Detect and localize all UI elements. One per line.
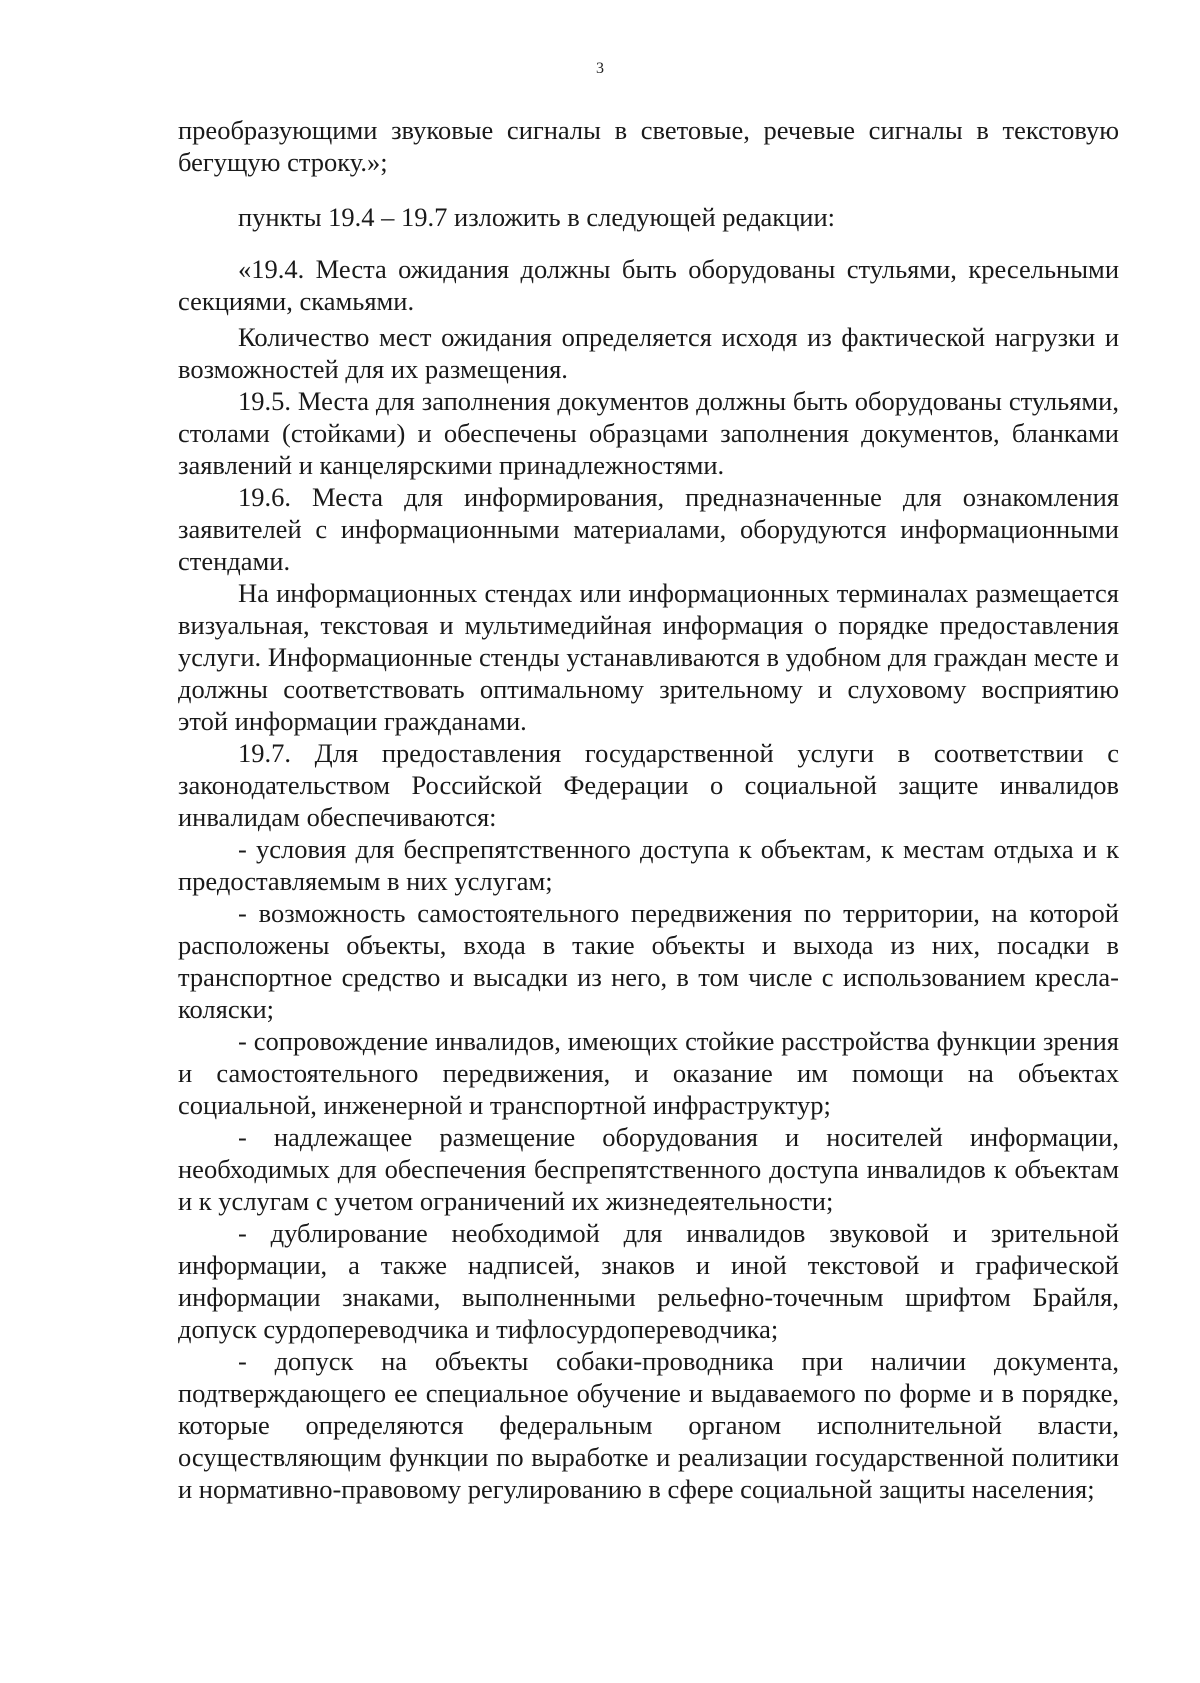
- list-item-equipment-placement: - надлежащее размещение оборудования и носителей информации, необходимых для обеспечения беспрепятственного доступа инвалидов к объектам и к услугам с учетом ограничений их жизнедеятельности;: [178, 1122, 1119, 1216]
- list-item-movement: - возможность самостоятельного передвижения по территории, на которой расположены объекты, входа в такие объекты и выхода из них, посадки в транспортное средство и высадки из него, в том числе с использованием кресла- коляски;: [178, 898, 1119, 1024]
- paragraph-19-6: 19.6. Места для информирования, предназначенные для ознакомления заявителей с информационными материалами, оборудуются информационными стендами.: [178, 482, 1119, 576]
- list-item-guide-dog: - допуск на объекты собаки-проводника при наличии документа, подтверждающего ее специальное обучение и выдаваемого по форме и в порядке, которые определяются федеральным органом исполнительной власти, осуществляющим функции по выработке и реализации государственной политики и нормативно-правовому регулированию в сфере социальной защиты населения;: [178, 1346, 1119, 1504]
- document-body: [178, 114, 1119, 1505]
- list-item-information-duplication: - дублирование необходимой для инвалидов звуковой и зрительной информации, а также надписей, знаков и иной текстовой и графической информации знаками, выполненными рельефно-точечным шрифтом Брайля, допуск сурдопереводчика и тифлосурдопереводчика;: [178, 1218, 1119, 1344]
- page-number: 3: [596, 60, 604, 77]
- paragraph-continuation: преобразующими звуковые сигналы в световые, речевые сигналы в текстовую бегущую строку.»;: [178, 115, 1119, 177]
- paragraph-info-stands: На информационных стендах или информационных терминалах размещается визуальная, текстовая и мультимедийная информация о порядке предоставления услуги. Информационные стенды устанавливаются в удобном для граждан месте и должны соответствовать оптимальному зрительному и слуховому восприятию этой информации гражданами.: [178, 578, 1119, 736]
- paragraph-19-4: «19.4. Места ожидания должны быть оборудованы стульями, кресельными секциями, скамьями.: [178, 254, 1119, 316]
- paragraph-waiting-places-count: Количество мест ожидания определяется исходя из фактической нагрузки и возможностей для их размещения.: [178, 322, 1119, 384]
- paragraph-19-7: 19.7. Для предоставления государственной услуги в соответствии с законодательством Российской Федерации о социальной защите инвалидов инвалидам обеспечиваются:: [178, 738, 1119, 832]
- list-item-accompaniment: - сопровождение инвалидов, имеющих стойкие расстройства функции зрения и самостоятельного передвижения, и оказание им помощи на объектах социальной, инженерной и транспортной инфраструктур;: [178, 1026, 1119, 1120]
- paragraph-19-5: 19.5. Места для заполнения документов должны быть оборудованы стульями, столами (стойками) и обеспечены образцами заполнения документов, бланками заявлений и канцелярскими принадлежностями.: [178, 386, 1119, 480]
- paragraph-amendment-intro: пункты 19.4 – 19.7 изложить в следующей редакции:: [238, 202, 836, 232]
- list-item-access-conditions: - условия для беспрепятственного доступа к объектам, к местам отдыха и к предоставляемым в них услугам;: [178, 834, 1119, 896]
